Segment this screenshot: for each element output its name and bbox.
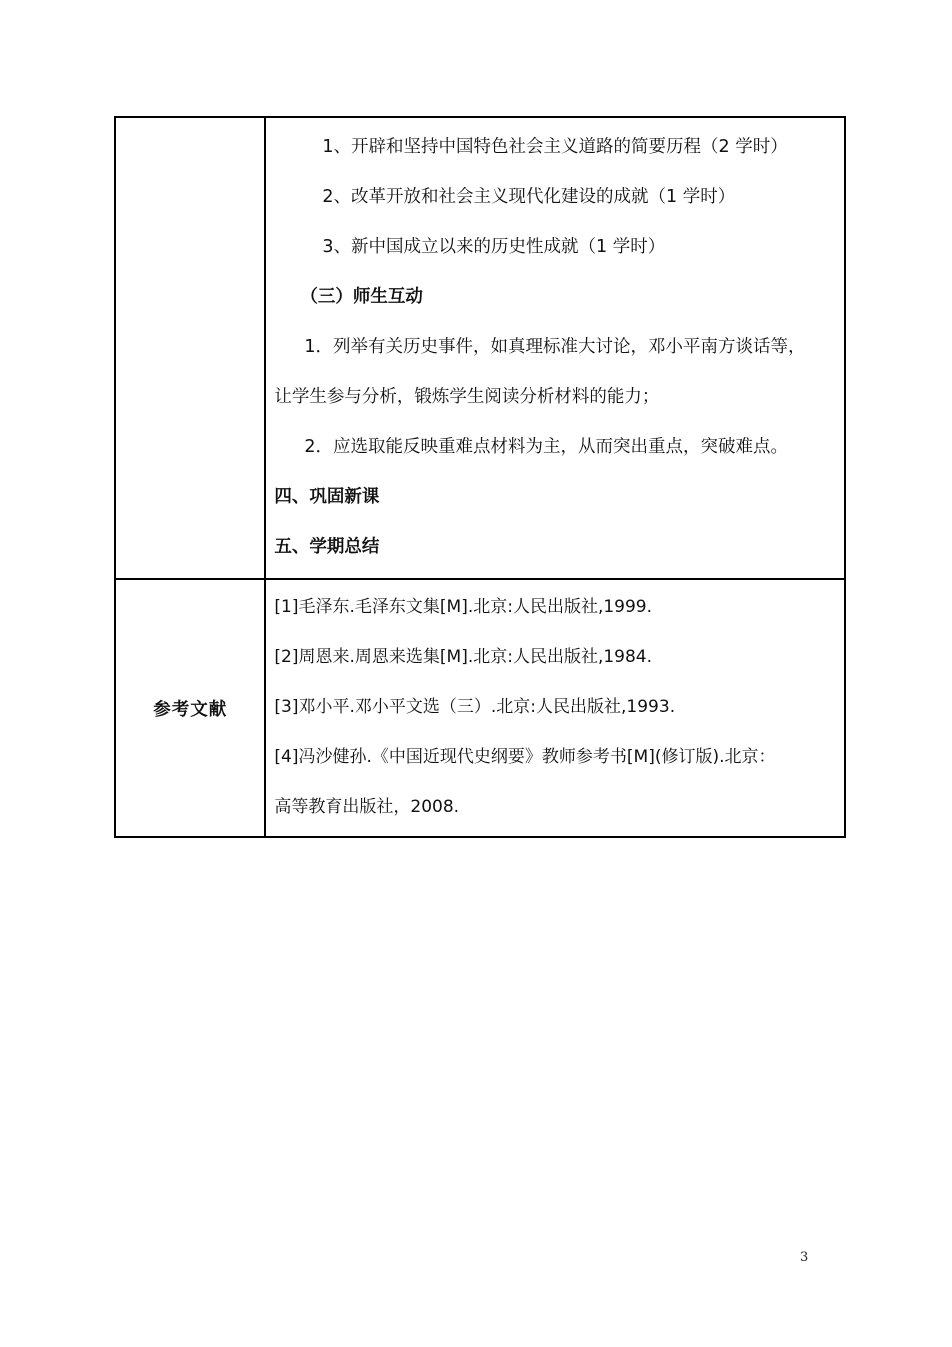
reference-entry: [4]冯沙健孙.《中国近现代史纲要》教师参考书[M](修订版).北京： bbox=[274, 747, 776, 767]
page-number: 3 bbox=[800, 1250, 809, 1265]
reference-entry-continuation: 高等教育出版社，2008. bbox=[274, 797, 460, 817]
history-item-3: 3、新中国成立以来的历史性成就（1 学时） bbox=[322, 237, 666, 257]
section-five-heading: 五、学期总结 bbox=[274, 537, 380, 557]
lesson-content-cell bbox=[265, 117, 845, 579]
interaction-heading: （三）师生互动 bbox=[300, 287, 423, 307]
reference-entry: [2]周恩来.周恩来选集[M].北京:人民出版社,1984. bbox=[274, 647, 653, 667]
reference-entry: [3]邓小平.邓小平文选（三）.北京:人民出版社,1993. bbox=[274, 697, 676, 717]
reference-entry: [1]毛泽东.毛泽东文集[M].北京:人民出版社,1999. bbox=[274, 597, 653, 617]
interaction-point-1-line-1: 1．列举有关历史事件，如真理标准大讨论，邓小平南方谈话等， bbox=[304, 337, 806, 357]
references-cell bbox=[265, 579, 845, 837]
interaction-point-1-line-2: 让学生参与分析，锻炼学生阅读分析材料的能力； bbox=[274, 387, 660, 407]
section-four-heading: 四、巩固新课 bbox=[274, 487, 380, 507]
references-label: 参考文献 bbox=[115, 579, 265, 837]
history-item-1: 1、开辟和坚持中国特色社会主义道路的简要历程（2 学时） bbox=[322, 137, 788, 157]
lesson-content-row bbox=[115, 117, 845, 579]
history-item-2: 2、改革开放和社会主义现代化建设的成就（1 学时） bbox=[322, 187, 736, 207]
empty-label-cell bbox=[115, 117, 265, 579]
references-row bbox=[115, 579, 845, 837]
interaction-point-2: 2．应选取能反映重难点材料为主，从而突出重点，突破难点。 bbox=[304, 437, 789, 457]
lesson-plan-table bbox=[114, 116, 846, 838]
